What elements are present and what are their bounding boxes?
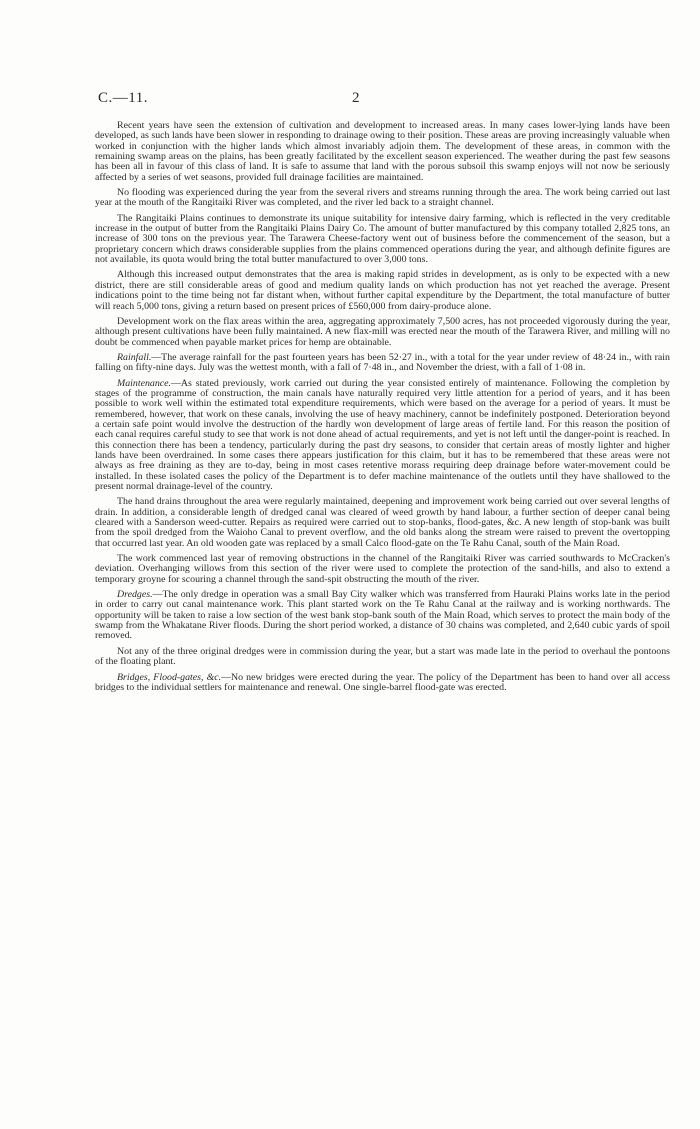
paragraph-rainfall: Rainfall.—The average rainfall for the past fourteen years has been 52·27 in., with a total for the year under review of 48·24 in., with rain falling on fifty-nine days. July was the wettest month, with a fall of 7·48 in., and November the driest, with a fall of 1·08 in. [95,351,670,374]
paragraph-flax-areas: Development work on the flax areas within the area, aggregating approximately 7,500 acres, has not proceeded vigorously during the year, although present cultivations have been fully maintained. A new flax-mill was erected near the mouth of the Tarawera River, and milling will no doubt be commenced when payable market prices for hemp are obtainable. [95,315,670,348]
bridges-heading: Bridges, Flood-gates, &c. [117,671,222,683]
paragraph-river-obstructions: The work commenced last year of removing obstructions in the channel of the Rangitaiki River was carried southwards to McCracken's deviation. Overhanging willows from this section of the river were used to complete the protection of the sand-hills, and also to extend a temporary groyne for scouring a channel through the sand-spit obstructing the mouth of the river. [95,553,670,585]
paragraph-flooding: No flooding was experienced during the year from the several rivers and streams running through the area. The work being carried out last year at the mouth of the Rangitaiki River was completed, and the river led back to a straight channel. [95,187,670,209]
paragraph-dairy-output: The Rangitaiki Plains continues to demonstrate its unique suitability for intensive dairy farming, which is reflected in the very creditable increase in the output of butter from the Rangitaiki Plains Dairy Co. The amount of butter manufactured by this company totalled 2,825 tons, an increase of 300 tons on the previous year. The Tarawera Cheese-factory went out of business before the commencement of the season, but a proprietary concern which draws considerable supplies from the plains commenced operations during the year, and although definite figures are not available, its quota would bring the total butter manufactured to over 3,000 tons. [95,212,670,266]
paragraph-hand-drains: The hand drains throughout the area were regularly maintained, deepening and improvement work being carried out over several lengths of drain. In addition, a considerable length of dredged canal was cleared of weed growth by hand labour, a further section of deeper canal being cleared with a Sanderson weed-cutter. Repairs as required were carried out to stop-banks, flood-gates, &c. A new length of stop-bank was built from the spoil dredged from the Waioho Canal to prevent overflow, and the old banks along the stream were raised to prevent the overtopping that occurred last year. An old wooden gate was replaced by a small Calco flood-gate on the Te Rahu Canal, south of the Main Road. [95,496,670,549]
dredges-heading: Dredges. [117,589,153,601]
document-reference: C.—11. [98,90,148,106]
paragraph-development: Although this increased output demonstrates that the area is making rapid strides in development, as is only to be expected with a new district, there are still considerable areas of good and medium quality lands on which production has not yet reached the average. Present indications point to the time being not far distant when, without further capital expenditure by the Department, the total manufacture of butter will reach 5,000 tons, giving a return based on present prices of £560,000 from dairy-produce alone. [95,269,670,312]
paragraph-bridges: Bridges, Flood-gates, &c.—No new bridges were erected during the year. The policy of the Department has been to hand over all access bridges to the individual settlers for maintenance and renewal. One single-barrel flood-gate was erected. [95,671,670,693]
paragraph-cultivation: Recent years have seen the extension of cultivation and development to increased areas. In many cases lower-lying lands have been developed, as such lands have been slower in responding to drainage owing to their position. These areas are proving increasingly valuable when worked in conjunction with the higher lands which almost invariably adjoin them. The development of these areas, in common with the remaining swamp areas on the plains, has been greatly facilitated by the excellent season experienced. The weather during the past few seasons has been all in favour of this class of land. It is safe to assume that land with the porous subsoil this swamp enjoys will not now be seriously affected by a series of wet seasons, provided full drainage facilities are maintained. [95,120,670,183]
report-body [95,121,670,698]
paragraph-dredges: Dredges.—The only dredge in operation was a small Bay City walker which was transferred from Hauraki Plains works late in the period in order to carry out canal maintenance work. This plant started work on the Te Rahu Canal at the railway and is working northwards. The opportunity will be taken to raise a low section of the west bank stop-bank south of the Main Road, which serves to protect the main body of the swamp from the Whakatane River floods. During the short period worked, a distance of 30 chains was completed, and 2,640 cubic yards of spoil removed. [95,589,670,642]
maintenance-heading: Maintenance. [117,377,172,389]
paragraph-maintenance: Maintenance.—As stated previously, work carried out during the year consisted entirely of maintenance. Following the completion by stages of the programme of construction, the main canals have naturally required very little attention for a period of years, and it has been possible to work well within the estimated total expenditure requirements, which were based on the average for a period of years. It must be remembered, however, that work on these canals, involving the use of heavy machinery, cannot be indefinitely postponed. Deterioration beyond a certain safe point would involve the destruction of the hardly won development of large areas of fertile land. For this reason the position of each canal requires careful study to see that work is not done ahead of actual requirements, and yet is not left until the danger-point is reached. In this connection there has been a tendency, particularly during the past dry seasons, to consider that certain areas of mostly lighter and higher lands have been overdrained. In some cases there appears justification for this claim, but it has to be remembered that these areas were not always as free draining as they are to-day, being in most cases retentive morass requiring deep drainage before water-movement could be installed. In these isolated cases the policy of the Department is to defer machine maintenance of the outlets until they have shallowed to the present normal drainage-level of the country. [95,377,670,492]
paragraph-original-dredges: Not any of the three original dredges were in commission during the year, but a start was made late in the period to overhaul the pontoons of the floating plant. [95,645,670,668]
rainfall-heading: Rainfall. [117,351,152,363]
page-number: 2 [352,90,360,106]
